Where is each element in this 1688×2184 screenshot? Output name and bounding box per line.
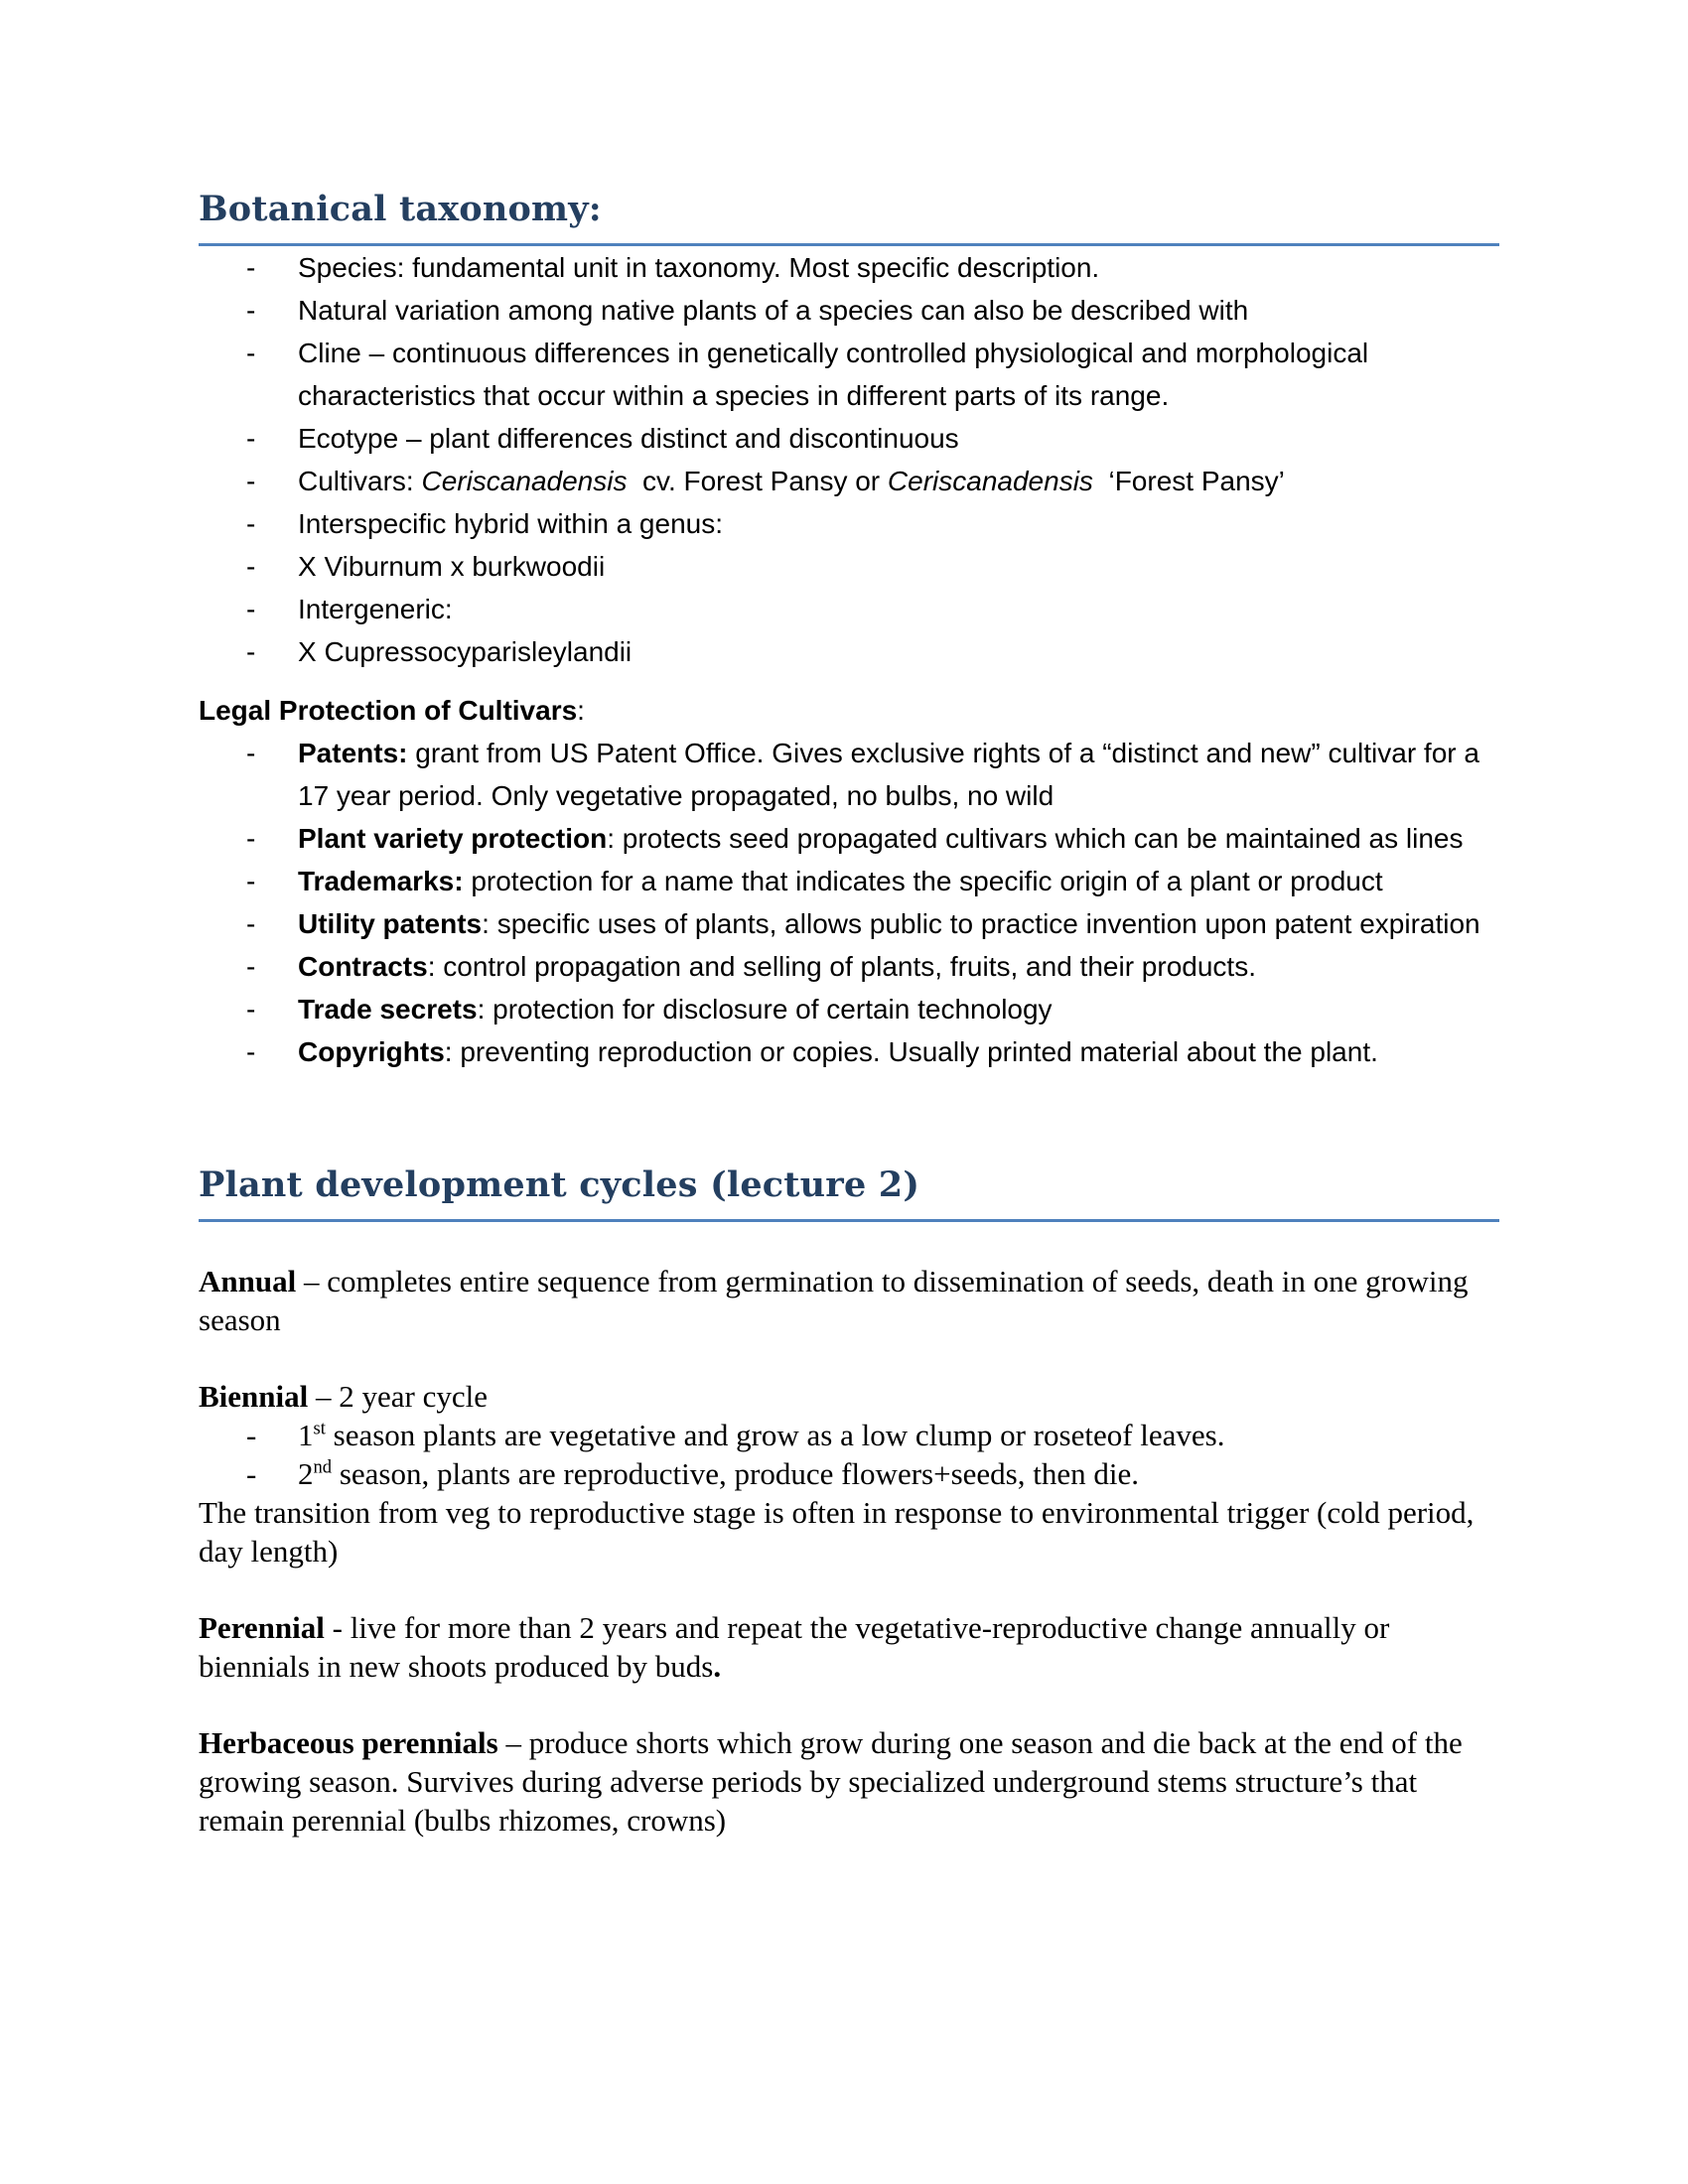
annual-paragraph: Annual – completes entire sequence from germination to dissemination of seeds, death in one growing season: [199, 1264, 1469, 1337]
legal-protection-subheading: Legal Protection of Cultivars:: [199, 695, 585, 726]
list-item: - X Viburnum x burkwoodii: [246, 551, 606, 582]
biennial-paragraph: [199, 1377, 1499, 1570]
list-item: - Trade secrets: protection for disclosure of certain technology: [246, 994, 1053, 1024]
page-content: [199, 189, 1499, 1840]
biennial-definition: Biennial – 2 year cycle: [199, 1379, 488, 1414]
perennial-paragraph: Perennial - live for more than 2 years and repeat the vegetative-reproductive change annually or biennials in new shoots produced by buds.: [199, 1610, 1390, 1684]
biennial-transition: The transition from veg to reproductive stage is often in response to environmental trigger (cold period, day length): [199, 1495, 1475, 1569]
section-heading-botanical-taxonomy: Botanical taxonomy:: [199, 189, 1499, 246]
list-item: - Ecotype – plant differences distinct and discontinuous: [246, 423, 959, 454]
list-item: - Plant variety protection: protects seed propagated cultivars which can be maintained as lines: [246, 823, 1464, 854]
list-item: - Species: fundamental unit in taxonomy. Most specific description.: [246, 252, 1100, 283]
taxonomy-list: [199, 246, 1499, 673]
herbaceous-perennials-paragraph: Herbaceous perennials – produce shorts which grow during one season and die back at the end of the growing season. Survives during adverse periods by specialized underground stems structure’s that remain perennial (bulbs rhizomes, crowns): [199, 1725, 1463, 1838]
list-item: - Patents: grant from US Patent Office. Gives exclusive rights of a “distinct and new” cultivar for a 17 year period. Only vegetative propagated, no bulbs, no wild: [246, 738, 1479, 811]
list-item: - Trademarks: protection for a name that indicates the specific origin of a plant or product: [246, 866, 1383, 896]
list-item: - 1st season plants are vegetative and grow as a low clump or roseteof leaves.: [246, 1418, 1225, 1452]
biennial-list: [199, 1416, 1499, 1493]
list-item: - X Cupressocyparisleylandii: [246, 636, 633, 667]
list-item: - Intergeneric:: [246, 594, 453, 624]
list-item: - Copyrights: preventing reproduction or copies. Usually printed material about the plant.: [246, 1036, 1378, 1067]
list-item: - Natural variation among native plants of a species can also be described with: [246, 295, 1249, 326]
list-item: - Utility patents: specific uses of plants, allows public to practice invention upon patent expiration: [246, 908, 1480, 939]
list-item: - Interspecific hybrid within a genus:: [246, 508, 723, 539]
list-item: - Contracts: control propagation and selling of plants, fruits, and their products.: [246, 951, 1256, 982]
legal-protection-list: [199, 732, 1499, 1073]
list-item: - 2nd season, plants are reproductive, produce flowers+seeds, then die.: [246, 1456, 1139, 1491]
section-heading-plant-development: Plant development cycles (lecture 2): [199, 1164, 1499, 1222]
list-item-cultivars: - Cultivars: Ceriscanadensis cv. Forest Pansy or Ceriscanadensis ‘Forest Pansy’: [246, 466, 1285, 496]
list-item: - Cline – continuous differences in genetically controlled physiological and morphological characteristics that occur within a species in different parts of its range.: [246, 338, 1369, 411]
